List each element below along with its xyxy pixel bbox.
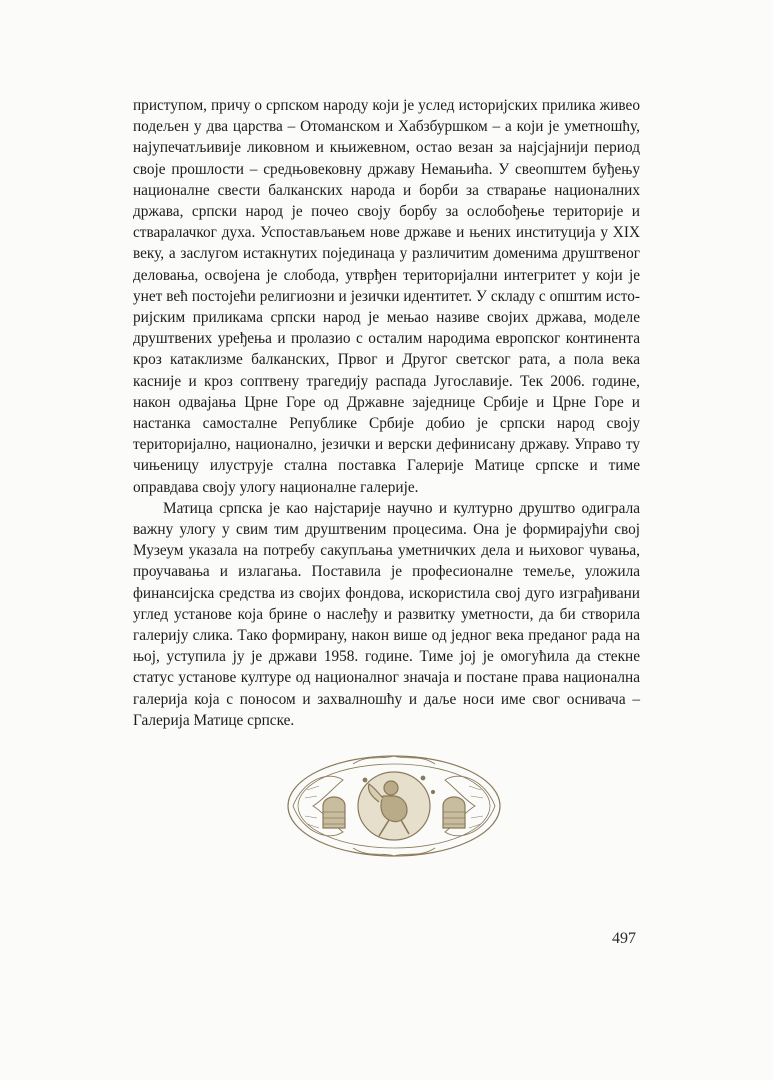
paragraph: Матица српска је као најстарије научно и културно друштво одиграла важну улогу у свим тим друштвеним процесима. Она је формирајући свој Музеум указала на потребу сакупљања уметничких дела и њиховог чувања, проучавања и излагања. Поставила је професионалне темеље, уложила финансијска средства из својих фондова, искористила свој дуго изграђивани углед установе која брине о наслеђу и развитку уметности, да би створила галерију слика. Тако формирану, након више од једног века преданог рада на њој, уступила ју је држави 1958. године. Тиме јој је омогућила да стекне статус установе културе од националног значаја и постане права национална галерија која с поносом и захвалношћу и даље носи име свог оснивача – Галерија Матице српске. <box>133 499 640 729</box>
paragraph: приступом, причу о српском народу који је услед историјских прилика живео подељен у два царства – Отоманском и Хабзбуршком – а који је уметношћу, најупечатљивије ликовном и књижевном, остао везан за најсјајнији период своје прошлости – средњовековну државу Немањића. У свеопштем буђењу националне свести балканских народа и борби за стварање националних држава, српски народ је почео своју борбу за ослобођење територије и стваралачког духа. Успостављањем нове државе и њених институција у XIX веку, а заслугом истакнутих појединаца у различитим доменима друштвеног деловања, освојена је слобода, утврђен територијални интегритет у који је унет већ постојећи религиозни и језички идентитет. У складу с општим историјским приликама српски народ је мењао називе својих држава, моделе друштвених уређења и пролазио с осталим народима европског континента кроз катаклизме балканских, Првог и Другог светског рата, а пола века касније и кроз соптвену трагедију распада Југославије. Тек 2006. године, након одвајања Црне Горе од Државне заједнице Србије и Црне Горе и настанка самосталне Републике Србије добио је српски народ своју територијално, национално, језички и верски дефинисану државу. Управо ту чињеницу илуструје стална поставка Галерије Матице српске и тиме оправдава своју улогу националне галерије. <box>133 97 640 496</box>
page-number: 497 <box>612 930 636 947</box>
body-text <box>133 95 640 731</box>
vignette-ornament-icon <box>283 750 505 862</box>
